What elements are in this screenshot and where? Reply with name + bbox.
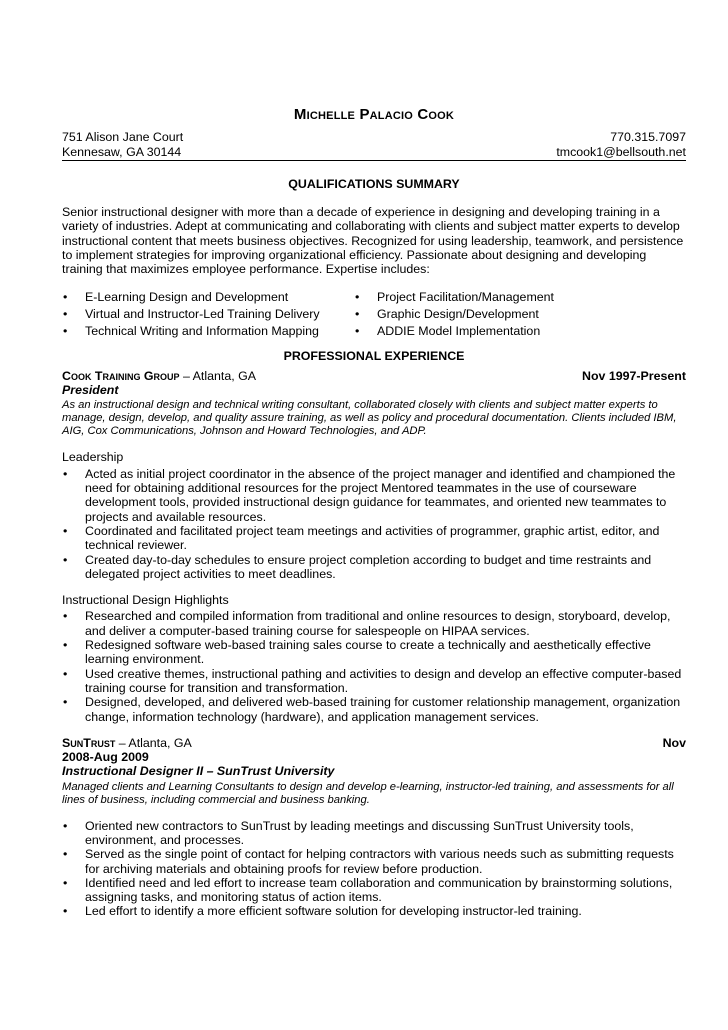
expertise-item: • Project Facilitation/Management [355,289,554,304]
company-location: – Atlanta, GA [115,735,192,750]
bullet-icon: • [355,324,360,339]
bullet-icon: • [63,306,68,321]
bullet-icon: • [63,666,68,681]
bullet-icon: • [63,875,68,890]
list-item: • Used creative themes, instructional pathing and activities to design and develop an effective computer-based training course for transition and transformation. [63,666,682,695]
resume-page [62,108,686,931]
list-item: • Identified need and led effort to increase team collaboration and communication by brainstorming solutions, assigning tasks, and monitoring status of action items. [63,875,673,905]
bullet-icon: • [63,904,68,919]
bullet-icon: • [63,847,68,862]
email-address: tmcook1@bellsouth.net [556,144,686,159]
list-item: • Created day-to-day schedules to ensure project completion according to budget and time restraints and delegated project activities to meet deadlines. [63,552,652,581]
list-item: • Oriented new contractors to SunTrust by leading meetings and discussing SunTrust University tools, environment, and processes. [63,818,634,847]
company-location: – Atlanta, GA [179,368,257,383]
company-name: SunTrust – Atlanta, GA [62,735,192,750]
expertise-list [62,290,686,342]
list-item: • Coordinated and facilitated project team meetings and activities of programmer, graphic artist, editor, and technical reviewer. [63,523,660,553]
bullet-icon: • [63,324,68,339]
list-item: • Acted as initial project coordinator in the absence of the project manager and identified and championed the need for obtaining additional resources for the project Mentored teammates in the use of courseware development tools, provided instructional design guidance for teammates, and oriented new teammates to projects and available resources. [63,466,676,524]
bullet-icon: • [63,818,68,833]
candidate-name: Michelle Palacio Cook [293,106,455,123]
phone-number: 770.315.7097 [610,130,686,145]
address-line-2: Kennesaw, GA 30144 [62,144,182,159]
experience-title: PROFESSIONAL EXPERIENCE [283,348,465,363]
contact-row-2 [62,145,686,161]
bullet-icon: • [63,466,68,481]
bullet-icon: • [63,638,68,653]
leadership-subtitle: Leadership [62,450,124,465]
job-duties-list [62,819,686,919]
expertise-column-right [354,290,686,342]
list-item: • Led effort to identify a more efficient software solution for developing instructor-led training. [63,904,582,919]
highlights-list [62,609,686,723]
contact-row-1 [62,130,686,144]
list-item: • Researched and compiled information from traditional and online resources to design, storyboard, develop, and deliver a computer-based training course for salespeople on HIPAA services. [63,609,671,638]
job-dates-range: 2008-Aug 2009 [62,750,149,765]
job-dates-start: Nov [662,735,686,750]
list-item: • Served as the single point of contact for helping contractors with various needs such as submitting requests for archiving materials and obtaining proofs for review before production. [63,847,674,876]
expertise-item: • Virtual and Instructor-Led Training Delivery [63,306,320,321]
expertise-item: • Graphic Design/Development [355,306,539,321]
bullet-icon: • [355,289,360,304]
leadership-list [62,467,686,581]
job-header [62,736,686,750]
job-description: As an instructional design and technical writing consultant, collaborated closely with clients and subject matter experts to manage, design, develop, and quality assure training, as well as policy and procedural documentation. Clients included IBM, AIG, Cox Communications, Johnson and Howard Technologies, and ADP. [62,399,677,438]
highlights-subtitle: Instructional Design Highlights [62,593,229,608]
bullet-icon: • [63,609,68,624]
company-name: Cook Training Group – Atlanta, GA [62,368,257,383]
expertise-column-left [62,290,354,342]
qualifications-title: QUALIFICATIONS SUMMARY [288,176,460,191]
address-line-1: 751 Alison Jane Court [62,130,184,145]
job-description: Managed clients and Learning Consultants to design and develop e-learning, instructor-led training, and assessments for all lines of business, including commercial and business banking. [62,780,674,806]
bullet-icon: • [63,289,68,304]
qualifications-summary: Senior instructional designer with more than a decade of experience in designing and developing training in a variety of industries. Adept at communicating and collaborating with clients and subject matter experts to develop instructional content that meets business objectives. Recognized for using leadership, teamwork, and persistence to implement strategies for improving organizational efficiency. Passionate about designing and developing training that maximizes employee performance. Expertise includes: [62,205,684,277]
job-role: President [62,383,119,398]
job-role: Instructional Designer II – SunTrust University [62,764,335,779]
job-header [62,369,686,383]
expertise-item: • E-Learning Design and Development [63,289,289,304]
bullet-icon: • [355,306,360,321]
bullet-icon: • [63,695,68,710]
bullet-icon: • [63,523,68,538]
list-item: • Redesigned software web-based training sales course to create a technically and aesthetically effective learning environment. [63,638,651,667]
expertise-item: • Technical Writing and Information Mapping [63,324,319,339]
expertise-item: • ADDIE Model Implementation [355,324,541,339]
bullet-icon: • [63,552,68,567]
job-dates: Nov 1997-Present [582,368,686,383]
list-item: • Designed, developed, and delivered web-based training for customer relationship management, organization change, information technology (hardware), and application management services. [63,695,681,724]
